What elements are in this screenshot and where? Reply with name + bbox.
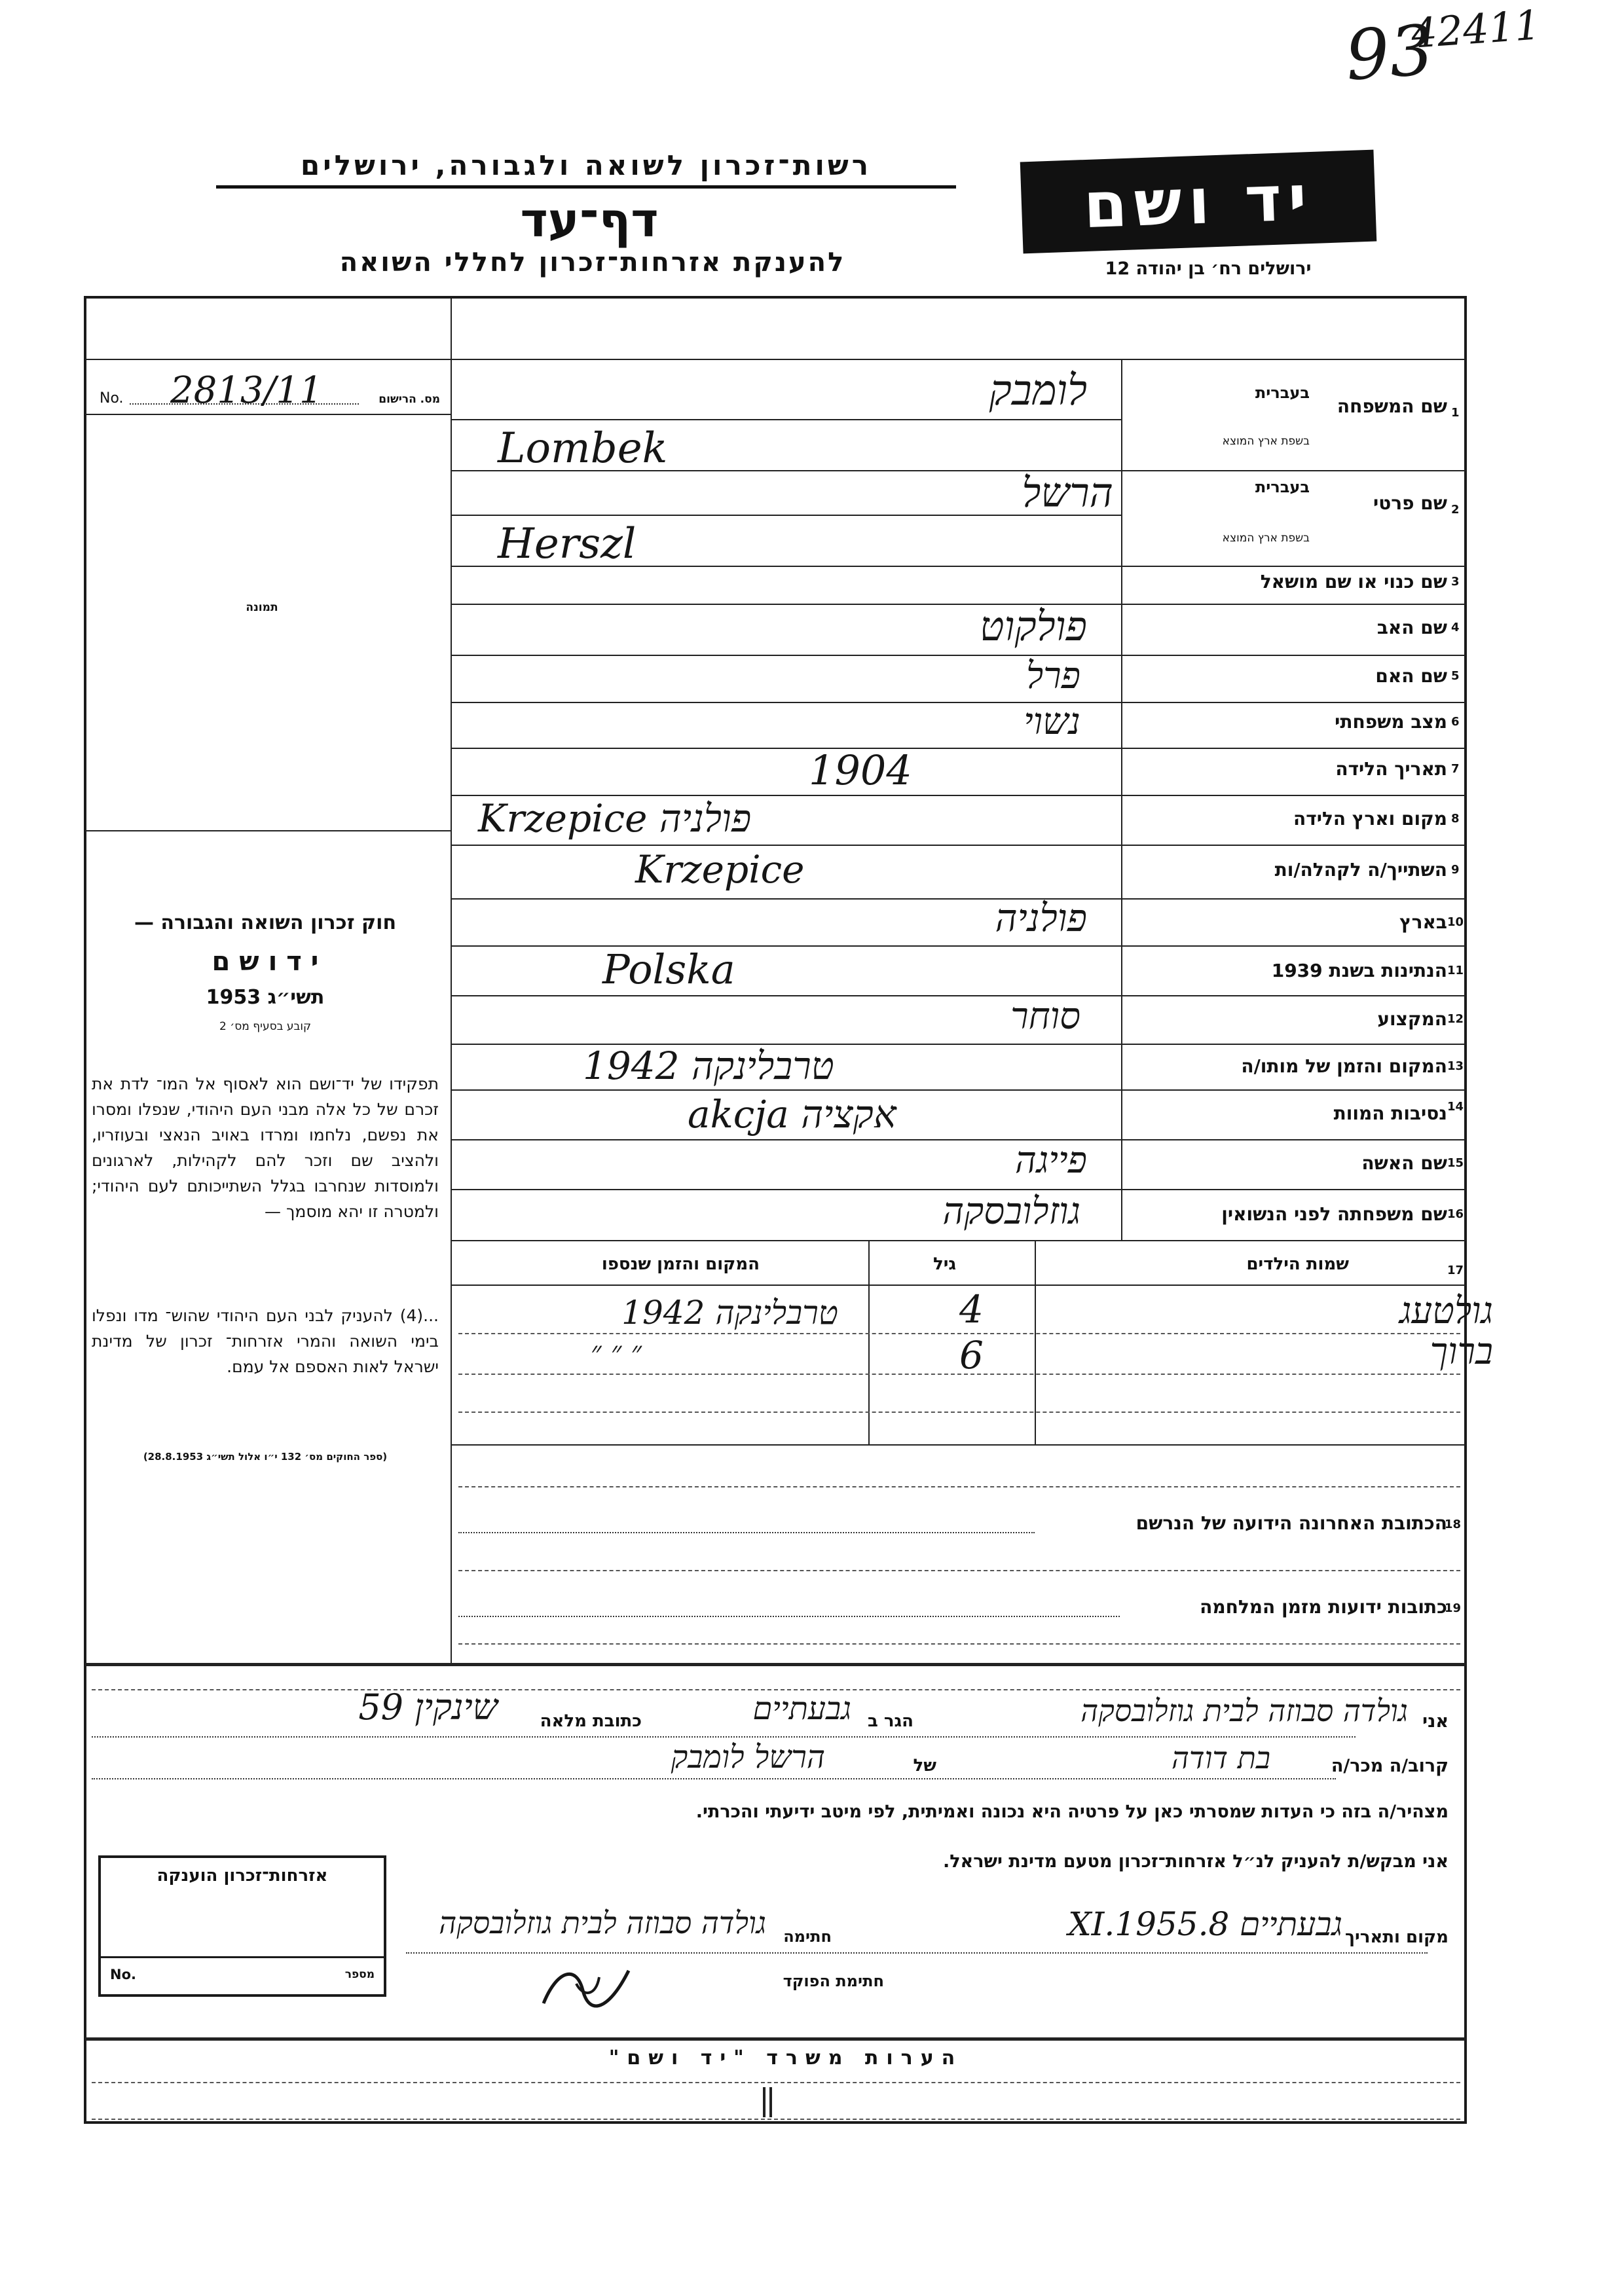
- row2-mid-line: [452, 515, 1121, 516]
- header-subtitle: להענקת אזרחות־זכרון לחללי השואה: [339, 247, 846, 278]
- field19-label: כתובות ידועות מזמן המלחמה: [1200, 1596, 1447, 1618]
- yad-vashem-logo: [1020, 150, 1377, 254]
- children-col-age: גיל: [932, 1254, 956, 1274]
- field1-value-hebrew: לומבק: [989, 367, 1087, 415]
- field13-number: 13: [1447, 1059, 1464, 1073]
- decl-sign-dots: [406, 1952, 1428, 1954]
- row14-bottom-line: [452, 1139, 1466, 1140]
- row11-bottom-line: [452, 995, 1466, 996]
- decl-signature: גולדה סבוזה לבית גוזלובסקה: [439, 1905, 766, 1941]
- field16-value: גוזלובסקה: [942, 1190, 1080, 1233]
- logo-text: יד ושם: [1082, 160, 1315, 243]
- law-citation: (ספר החוקים מס׳ 132 י״ו אלול תשי״ג 28.8.1953): [143, 1451, 388, 1463]
- decl-place-date: גבעתיים 8.XI.1955: [1068, 1905, 1342, 1943]
- field3-label: שם כנוי או שם מושאל: [1260, 571, 1447, 592]
- law-clause: קובע בסעיף מס׳ 2: [219, 1020, 312, 1033]
- decl-of-label: של: [913, 1756, 936, 1776]
- field5-number: 5: [1451, 669, 1460, 683]
- grant-box-title: אזרחות־זכרון הוענקה: [157, 1866, 328, 1886]
- field2-value-hebrew: הרשל: [1022, 469, 1113, 517]
- notes-line-2: [92, 2119, 1460, 2120]
- header-authority: רשות־זכרון לשואה ולגבורה, ירושלים: [216, 149, 956, 189]
- notes-mark-2: [769, 2087, 772, 2117]
- archive-number-sup: 42411: [1409, 1, 1542, 58]
- registration-label: מס. הרישום: [378, 393, 440, 406]
- field14-label: נסיבות המוות: [1333, 1102, 1447, 1124]
- field10-label: בארץ: [1399, 911, 1447, 933]
- field13-label: המקום והזמן של מותו/ה: [1241, 1055, 1447, 1077]
- label-column-divider: [1121, 359, 1122, 1240]
- field5-value: פרל: [1025, 655, 1080, 697]
- decl-city: גבעתיים: [752, 1690, 851, 1727]
- field10-value: פולניה: [995, 896, 1087, 940]
- field1-value-foreign: Lombek: [498, 424, 668, 473]
- children-col-names: שמות הילדים: [1246, 1254, 1349, 1274]
- official-signature-scrawl: [537, 1958, 635, 2016]
- notes-label: הערות משרד "יד ושם": [608, 2047, 963, 2069]
- row1-mid-line: [452, 419, 1121, 420]
- field6-value: נשוי: [1024, 701, 1080, 743]
- children-col-age-left: [868, 1240, 870, 1444]
- archive-number: 93: [1342, 10, 1436, 96]
- children-bottom-line: [452, 1444, 1466, 1446]
- decl-address: שינקין 59: [358, 1686, 498, 1728]
- field12-number: 12: [1447, 1012, 1464, 1026]
- field1-foreign-label: בשפת ארץ המוצא: [1222, 435, 1310, 448]
- field15-label: שם האשה: [1361, 1152, 1447, 1174]
- child1-place: טרבלינקה 1942: [621, 1294, 838, 1332]
- field8-value: Krzepice פולניה: [478, 796, 752, 841]
- law-heading: חוק זכרון השואה והגבורה —: [134, 911, 397, 934]
- row16-bottom-line: [452, 1240, 1466, 1241]
- field5-label: שם האם: [1375, 665, 1447, 687]
- field1-label: שם המשפחה: [1337, 395, 1447, 417]
- field4-label: שם האב: [1376, 617, 1447, 638]
- decl-name: גולדה סבוזה לבית גוזלובסקה: [1080, 1693, 1408, 1728]
- field2-heb-label: בעברית: [1255, 478, 1310, 496]
- children-col-age-right: [1035, 1240, 1036, 1444]
- photo-label: תמונה: [246, 601, 278, 614]
- field18-dotline: [458, 1532, 1035, 1533]
- field7-label: תאריך הלידה: [1335, 758, 1447, 780]
- children-col-place: המקום והזמן שנספו: [601, 1254, 760, 1274]
- field11-value: Polska: [602, 945, 735, 993]
- field19-dotline: [458, 1616, 1120, 1617]
- field6-label: מצב משפחתי: [1335, 711, 1447, 733]
- field19-number: 19: [1445, 1601, 1462, 1615]
- field14-value: akcja אקציה: [688, 1092, 896, 1137]
- registration-number: 2813/11: [170, 369, 323, 412]
- field2-number: 2: [1451, 503, 1460, 517]
- child2-place: ״ ״ ״: [590, 1336, 642, 1369]
- field15-number: 15: [1447, 1156, 1464, 1170]
- grant-box: [98, 1855, 386, 1997]
- decl-place-date-label: מקום ותאריך: [1345, 1927, 1449, 1947]
- field18-label: הכתובת האחרונה הידועה של הנרשם: [1135, 1512, 1447, 1534]
- field16-label: שם משפחתה לפני הנשואין: [1221, 1203, 1447, 1225]
- header-title: דף־עד: [520, 192, 659, 247]
- field9-number: 9: [1451, 863, 1460, 877]
- field8-number: 8: [1451, 812, 1460, 826]
- decl-line1-dots: [92, 1736, 1356, 1738]
- field12-label: המקצוע: [1377, 1008, 1447, 1030]
- field9-value: Krzepice: [635, 847, 805, 892]
- field11-label: הנתינות בשנת 1939: [1271, 960, 1447, 981]
- registration-row: [92, 369, 445, 414]
- field11-number: 11: [1447, 964, 1464, 977]
- row3-bottom-line: [452, 604, 1466, 605]
- field7-value: 1904: [809, 746, 912, 794]
- child2-age: 6: [959, 1333, 984, 1377]
- row5-bottom-line: [452, 702, 1466, 703]
- field7-number: 7: [1451, 762, 1460, 776]
- child1-age: 4: [959, 1287, 984, 1332]
- decl-line2-dots: [92, 1778, 1336, 1779]
- field19-line-b: [458, 1643, 1460, 1645]
- row6-bottom-line: [452, 748, 1466, 749]
- field18-number: 18: [1445, 1518, 1462, 1531]
- decl-deceased: הרשל לומבק: [671, 1739, 825, 1776]
- field17-number: 17: [1447, 1264, 1464, 1277]
- photo-bottom-line: [85, 830, 452, 831]
- decl-signature-label: חתימה: [783, 1927, 832, 1946]
- child2-name: ברוך: [1430, 1330, 1493, 1373]
- decl-prefix: אני: [1422, 1711, 1449, 1732]
- field3-number: 3: [1451, 575, 1460, 589]
- field18-line-b: [458, 1570, 1460, 1571]
- field2-value-foreign: Herszl: [498, 520, 637, 568]
- grant-box-no-label: No.: [110, 1967, 136, 1982]
- grant-box-number-label: מספר: [344, 1968, 375, 1981]
- field18-line-a: [458, 1486, 1460, 1487]
- field1-heb-label: בעברית: [1255, 384, 1310, 402]
- field1-number: 1: [1451, 406, 1460, 420]
- field9-label: השתייך/ה לקהלה/ות: [1274, 859, 1447, 881]
- law-body-2: ...(4) להעניק לבני העם היהודי שהוש־ מדו ונפלו בימי השואה והמרי אזרחות־ זכרון של מדינת ישראל לאות האספם אל עמם.: [92, 1306, 439, 1376]
- grant-box-divider: [101, 1956, 384, 1958]
- field6-number: 6: [1451, 715, 1460, 729]
- left-column-divider: [451, 299, 452, 1663]
- child1-name: גולטעג: [1399, 1290, 1493, 1332]
- notes-mark: [763, 2087, 766, 2117]
- children-row-line-3: [458, 1412, 1460, 1413]
- field14-number: 14: [1447, 1100, 1464, 1114]
- decl-relation: בת דודה: [1171, 1740, 1270, 1776]
- decl-official-label: חתימת הפוקד: [783, 1972, 884, 1990]
- field4-value: פולקוט: [980, 602, 1087, 650]
- field2-label: שם פרטי: [1373, 492, 1447, 514]
- notes-line-1: [92, 2082, 1460, 2083]
- registration-no-label: No.: [100, 390, 124, 407]
- decl-resides-label: הגר ב: [867, 1711, 913, 1731]
- decl-request: אני מבקש/ת להעניק לנ״ל אזרחות־זכרון מטעם מדינת ישראל.: [942, 1851, 1449, 1872]
- field8-label: מקום וארץ הלידה: [1293, 808, 1447, 829]
- field12-value: סוחר: [1010, 995, 1080, 1038]
- field16-number: 16: [1447, 1207, 1464, 1221]
- law-name: י ד ו ש ם: [212, 947, 319, 977]
- logo-address: ירושלים רח׳ בן יהודה 12: [1105, 259, 1312, 279]
- row8-bottom-line: [452, 845, 1466, 846]
- declaration-top-line: [85, 1663, 1466, 1666]
- field4-number: 4: [1451, 621, 1460, 634]
- decl-statement: מצהיר/ה בזה כי העדות שמסרתי כאן על פרטיה היא נכונה ואמיתית, לפי מיטב ידיעתי והכרתי.: [695, 1802, 1449, 1822]
- notes-top-line: [85, 2037, 1466, 2041]
- field10-number: 10: [1447, 915, 1464, 929]
- field15-value: פייגה: [1014, 1139, 1087, 1182]
- decl-address-label: כתובת מלאה: [540, 1711, 642, 1731]
- children-header-line: [452, 1285, 1466, 1286]
- top-strip-line: [85, 359, 1466, 360]
- decl-relation-label: קרוב/ה מכר/ה: [1331, 1756, 1449, 1776]
- field13-value: 1942 טרבלינקה: [583, 1044, 834, 1088]
- field2-foreign-label: בשפת ארץ המוצא: [1222, 532, 1310, 545]
- row9-bottom-line: [452, 898, 1466, 900]
- registration-bottom-line: [85, 414, 452, 415]
- law-year: תשי״ג 1953: [206, 986, 325, 1009]
- law-body-1: תפקידו של יד־ושם הוא לאסוף אל המו־ לדת את זכרם של כל אלה מבני העם היהודי, שנפלו ומסרו את נפשם, נלחמו ומרדו באויב הנאצי ובעוזריו, ולהציב שם וזכר להם לקהילות, לארגונים ולמוסדות שנחרבו בגלל השתייכותם לעם היהודי; ולמטרה זו יהא מוסמך —: [92, 1074, 439, 1221]
- row13-bottom-line: [452, 1089, 1466, 1091]
- row4-bottom-line: [452, 655, 1466, 656]
